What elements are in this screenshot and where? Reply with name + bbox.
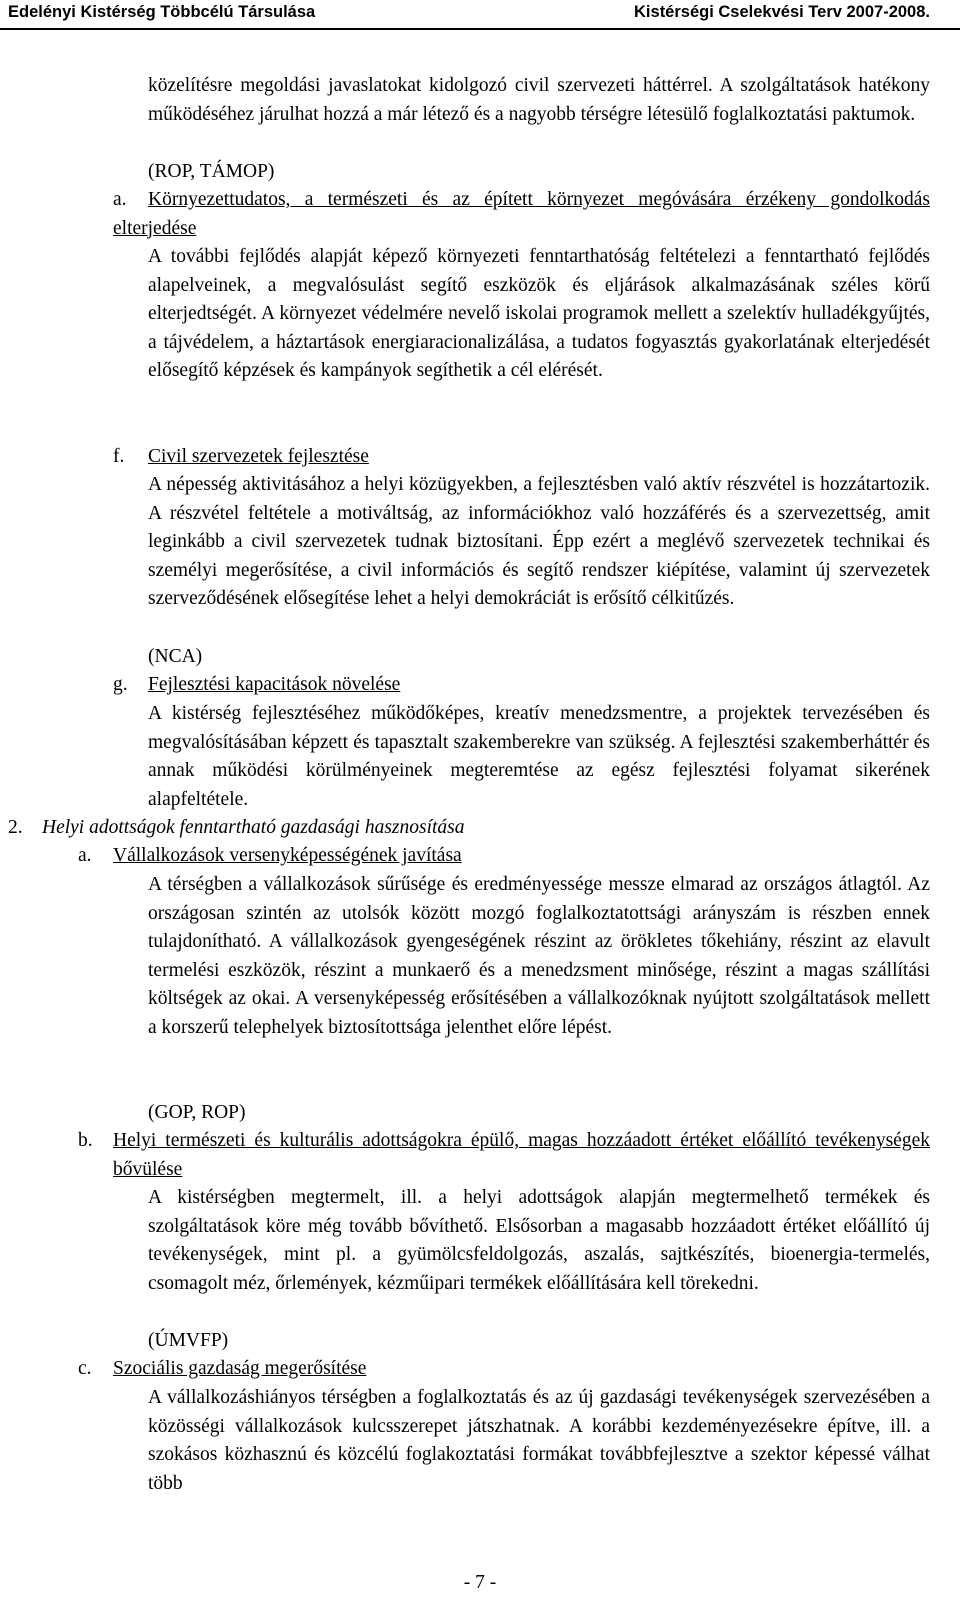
item-body-competitiveness: A térségben a vállalkozások sűrűsége és eredményessége messze elmarad az országos átlagtól. Az országosan szintén az utolsók között mozgó foglalkoztatottsági arányszám is részben ennek tulajdonítható. A vállalkozások gyengeségének részint az örökletes tőkehiány, részint az elavult termelési eszközök, részint a munkaerő és a menedzsment minősége, részint a magas szállítási költségek az okai. A versenyképesség erősítésében a vállalkozóknak nyújtott szolgáltatások mellett a korszerű telephelyek biztosítottsága jelenthet előre lépést.	[148, 874, 930, 1038]
header-document-title: Kistérségi Cselekvési Terv 2007-2008.	[634, 3, 930, 21]
item-marker: f.	[113, 446, 125, 467]
item-body-environment: A további fejlődés alapját képező környezeti fenntarthatóság feltételezi a fenntartható fejlődés alapelveinek, a megvalósulást segítő eszközök és eljárások alkalmazásának széles körű elterjedtségét. A környezet védelmére nevelő iskolai programok mellett a szelektív hulladékgyűjtés, a tájvédelem, a háztartások energiaracionalizálása, a tudatos fogyasztás gyakorlatának elterjedését elősegítő képzések és kampányok segíthetik a cél elérését.	[148, 246, 930, 382]
section-number: 2.	[8, 817, 23, 838]
item-title-competitiveness: Vállalkozások versenyképességének javítása	[113, 845, 462, 866]
item-body-social-economy: A vállalkozáshiányos térségben a foglalkoztatás és az új gazdasági tevékenységek szervezésében a közösségi vállalkozások kulcsszerepet játszhatnak. A korábbi kezdeményezésekre építve, ill. a szokásos közhasznú és közcélú foglakoztatási formákat továbbfejlesztve a szektor képessé válhat több	[148, 1387, 930, 1494]
intro-reference: (ROP, TÁMOP)	[148, 161, 275, 182]
page-number: - 7 -	[463, 1572, 497, 1593]
item-title-local-resources: Helyi természeti és kulturális adottságokra épülő, magas hozzáadott értéket előállító tevékenységek bővülése	[113, 1130, 930, 1180]
page-header	[0, 0, 960, 40]
item-body-local-resources: A kistérségben megtermelt, ill. a helyi adottságok alapján megtermelhető termékek és szolgáltatások köre még tovább bővíthető. Elsősorban a magasabb hozzáadott értéket előállító új tevékenységek, mint pl. a gyümölcsfeldolgozás, aszalás, sajtkészítés, bioenergia-termelés, csomagolt méz, őrlemények, kézműipari termékek előállítására kell törekedni.	[148, 1187, 930, 1294]
item-title-social-economy: Szociális gazdaság megerősítése	[113, 1358, 367, 1379]
intro-paragraph: közelítésre megoldási javaslatokat kidolgozó civil szervezeti háttérrel. A szolgáltatások hatékony működéséhez járulhat hozzá a már létező és a nagyobb térségre létesülő foglalkoztatási paktumok.	[148, 75, 930, 125]
item-body-civil: A népesség aktivitásához a helyi közügyekben, a fejlesztésben való aktív részvétel is hozzátartozik. A részvétel feltétele a motiváltság, az információkhoz való hozzáférés és a szervezettség, amit leginkább a civil szervezetek tudnak biztosítani. Épp ezért a meglévő szervezetek technikai és személyi megerősítése, a civil információs és segítő rendszer kiépítése, valamint új szervezetek szerveződésének elősegítése lehet a helyi demokráciát is erősítő célkitűzés.	[148, 474, 930, 610]
item-body-capacity: A kistérség fejlesztéséhez működőképes, kreatív menedzsmentre, a projektek tervezésében és megvalósításában képzett és tapasztalt szakemberekre van szükség. A fejlesztési szakemberháttér és annak működési körülményeinek megteremtése az egész fejlesztési folyamat sikerének alapfeltétele.	[148, 703, 930, 810]
item-reference-civil: (NCA)	[148, 646, 203, 667]
item-marker: b.	[78, 1130, 93, 1151]
item-title-civil: Civil szervezetek fejlesztése	[148, 446, 369, 467]
item-title-capacity: Fejlesztési kapacitások növelése	[148, 674, 401, 695]
item-title-environment: Környezettudatos, a természeti és az épített környezet megóvására érzékeny gondolkodás elterjedése	[113, 189, 930, 239]
header-rule	[0, 28, 960, 30]
item-marker: a.	[113, 189, 127, 210]
header-organization: Edelényi Kistérség Többcélú Társulása	[8, 3, 316, 21]
item-marker: g.	[113, 674, 128, 695]
item-marker: a.	[78, 845, 92, 866]
item-marker: c.	[78, 1358, 92, 1379]
section-title: Helyi adottságok fenntartható gazdasági hasznosítása	[42, 817, 465, 838]
item-reference-competitiveness: (GOP, ROP)	[148, 1102, 246, 1123]
item-reference-local-resources: (ÚMVFP)	[148, 1330, 229, 1351]
